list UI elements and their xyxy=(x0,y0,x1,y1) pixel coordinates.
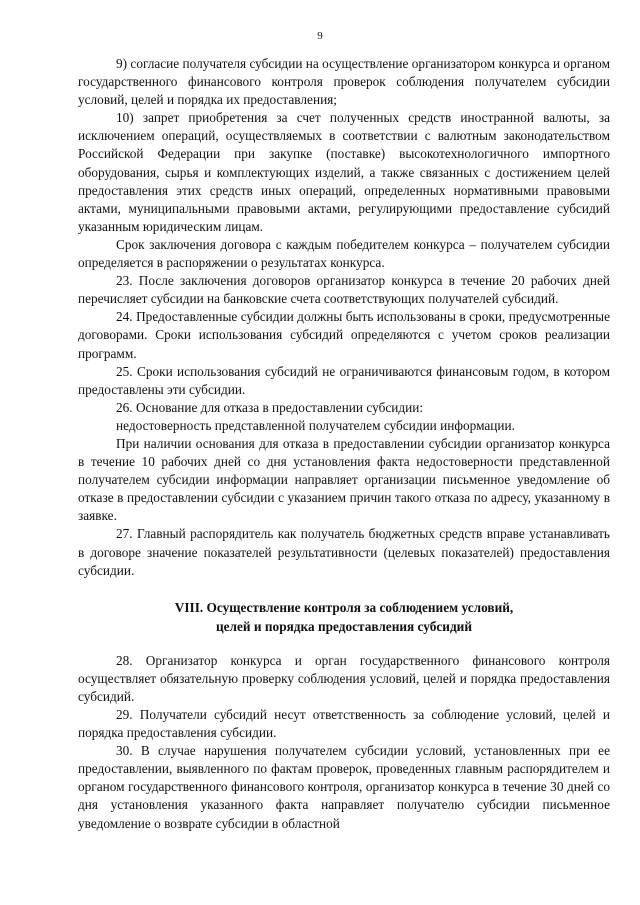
paragraph-30: 30. В случае нарушения получателем субсидии условий, установленных при ее предоставлении, выявленного по фактам проверок, проведенных главным распорядителем и органом государственного финансового контроля, организатор конкурса в течение 30 дней со дня установления указанного факта направляет получателю субсидии письменное уведомление о возврате субсидии в областной xyxy=(78,743,610,831)
paragraph-23: 23. После заключения договоров организатор конкурса в течение 20 рабочих дней перечисляет субсидии на банковские счета соответствующих получателей субсидий. xyxy=(78,273,610,307)
paragraph-28: 28. Организатор конкурса и орган государственного финансового контроля осуществляет обязательную проверку соблюдения условий, целей и порядка предоставления субсидий. xyxy=(78,652,610,704)
paragraph-item-9: 9) согласие получателя субсидии на осуществление организатором конкурса и органом государственного финансового контроля проверок соблюдения получателем субсидии условий, целей и порядка их предоставления; xyxy=(78,56,610,108)
paragraph-24: 24. Предоставленные субсидии должны быть использованы в сроки, предусмотренные договорами. Сроки использования субсидий определяются с учетом сроков реализации программ. xyxy=(78,309,610,361)
paragraph-26: 26. Основание для отказа в предоставлении субсидии: xyxy=(116,399,424,415)
section-heading-line1: VIII. Осуществление контроля за соблюдением условий, xyxy=(174,599,514,615)
paragraph-26-reason: недостоверность представленной получателем субсидии информации. xyxy=(116,417,515,433)
document-body xyxy=(78,55,610,833)
paragraph-contract-term: Срок заключения договора с каждым победителем конкурса – получателем субсидии определяется в распоряжении о результатах конкурса. xyxy=(78,236,610,271)
paragraph-25: 25. Сроки использования субсидий не ограничиваются финансовым годом, в котором предоставлены эти субсидии. xyxy=(78,363,610,397)
section-heading-line2: целей и порядка предоставления субсидий xyxy=(215,618,473,634)
paragraph-27: 27. Главный распорядитель как получатель бюджетных средств вправе устанавливать в договоре значение показателей результативности (целевых показателей) предоставления субсидии. xyxy=(78,526,610,578)
paragraph-item-10: 10) запрет приобретения за счет полученных средств иностранной валюты, за исключением операций, осуществляемых в соответствии с валютным законодательством Российской Федерации при закупке (поставке) высокотехнологичного импортного оборудования, сырья и комплектующих изделий, а также связанных с достижением целей предоставления этих средств иных операций, определенных нормативными правовыми актами, муниципальными правовыми актами, регулирующими предоставление субсидий указанным юридическим лицам. xyxy=(78,110,610,234)
paragraph-29: 29. Получатели субсидий несут ответственность за соблюдение условий, целей и порядка предоставления субсидии. xyxy=(78,707,610,741)
page-number: 9 xyxy=(317,30,323,42)
paragraph-refusal-notice: При наличии основания для отказа в предоставлении субсидии организатор конкурса в течение 10 рабочих дней со дня установления факта недостоверности представленной получателем субсидии информации направляет организации письменное уведомление об отказе в предоставлении субсидии с указанием причин такого отказа по адресу, указанному в заявке. xyxy=(78,435,610,524)
section-heading xyxy=(78,598,610,636)
